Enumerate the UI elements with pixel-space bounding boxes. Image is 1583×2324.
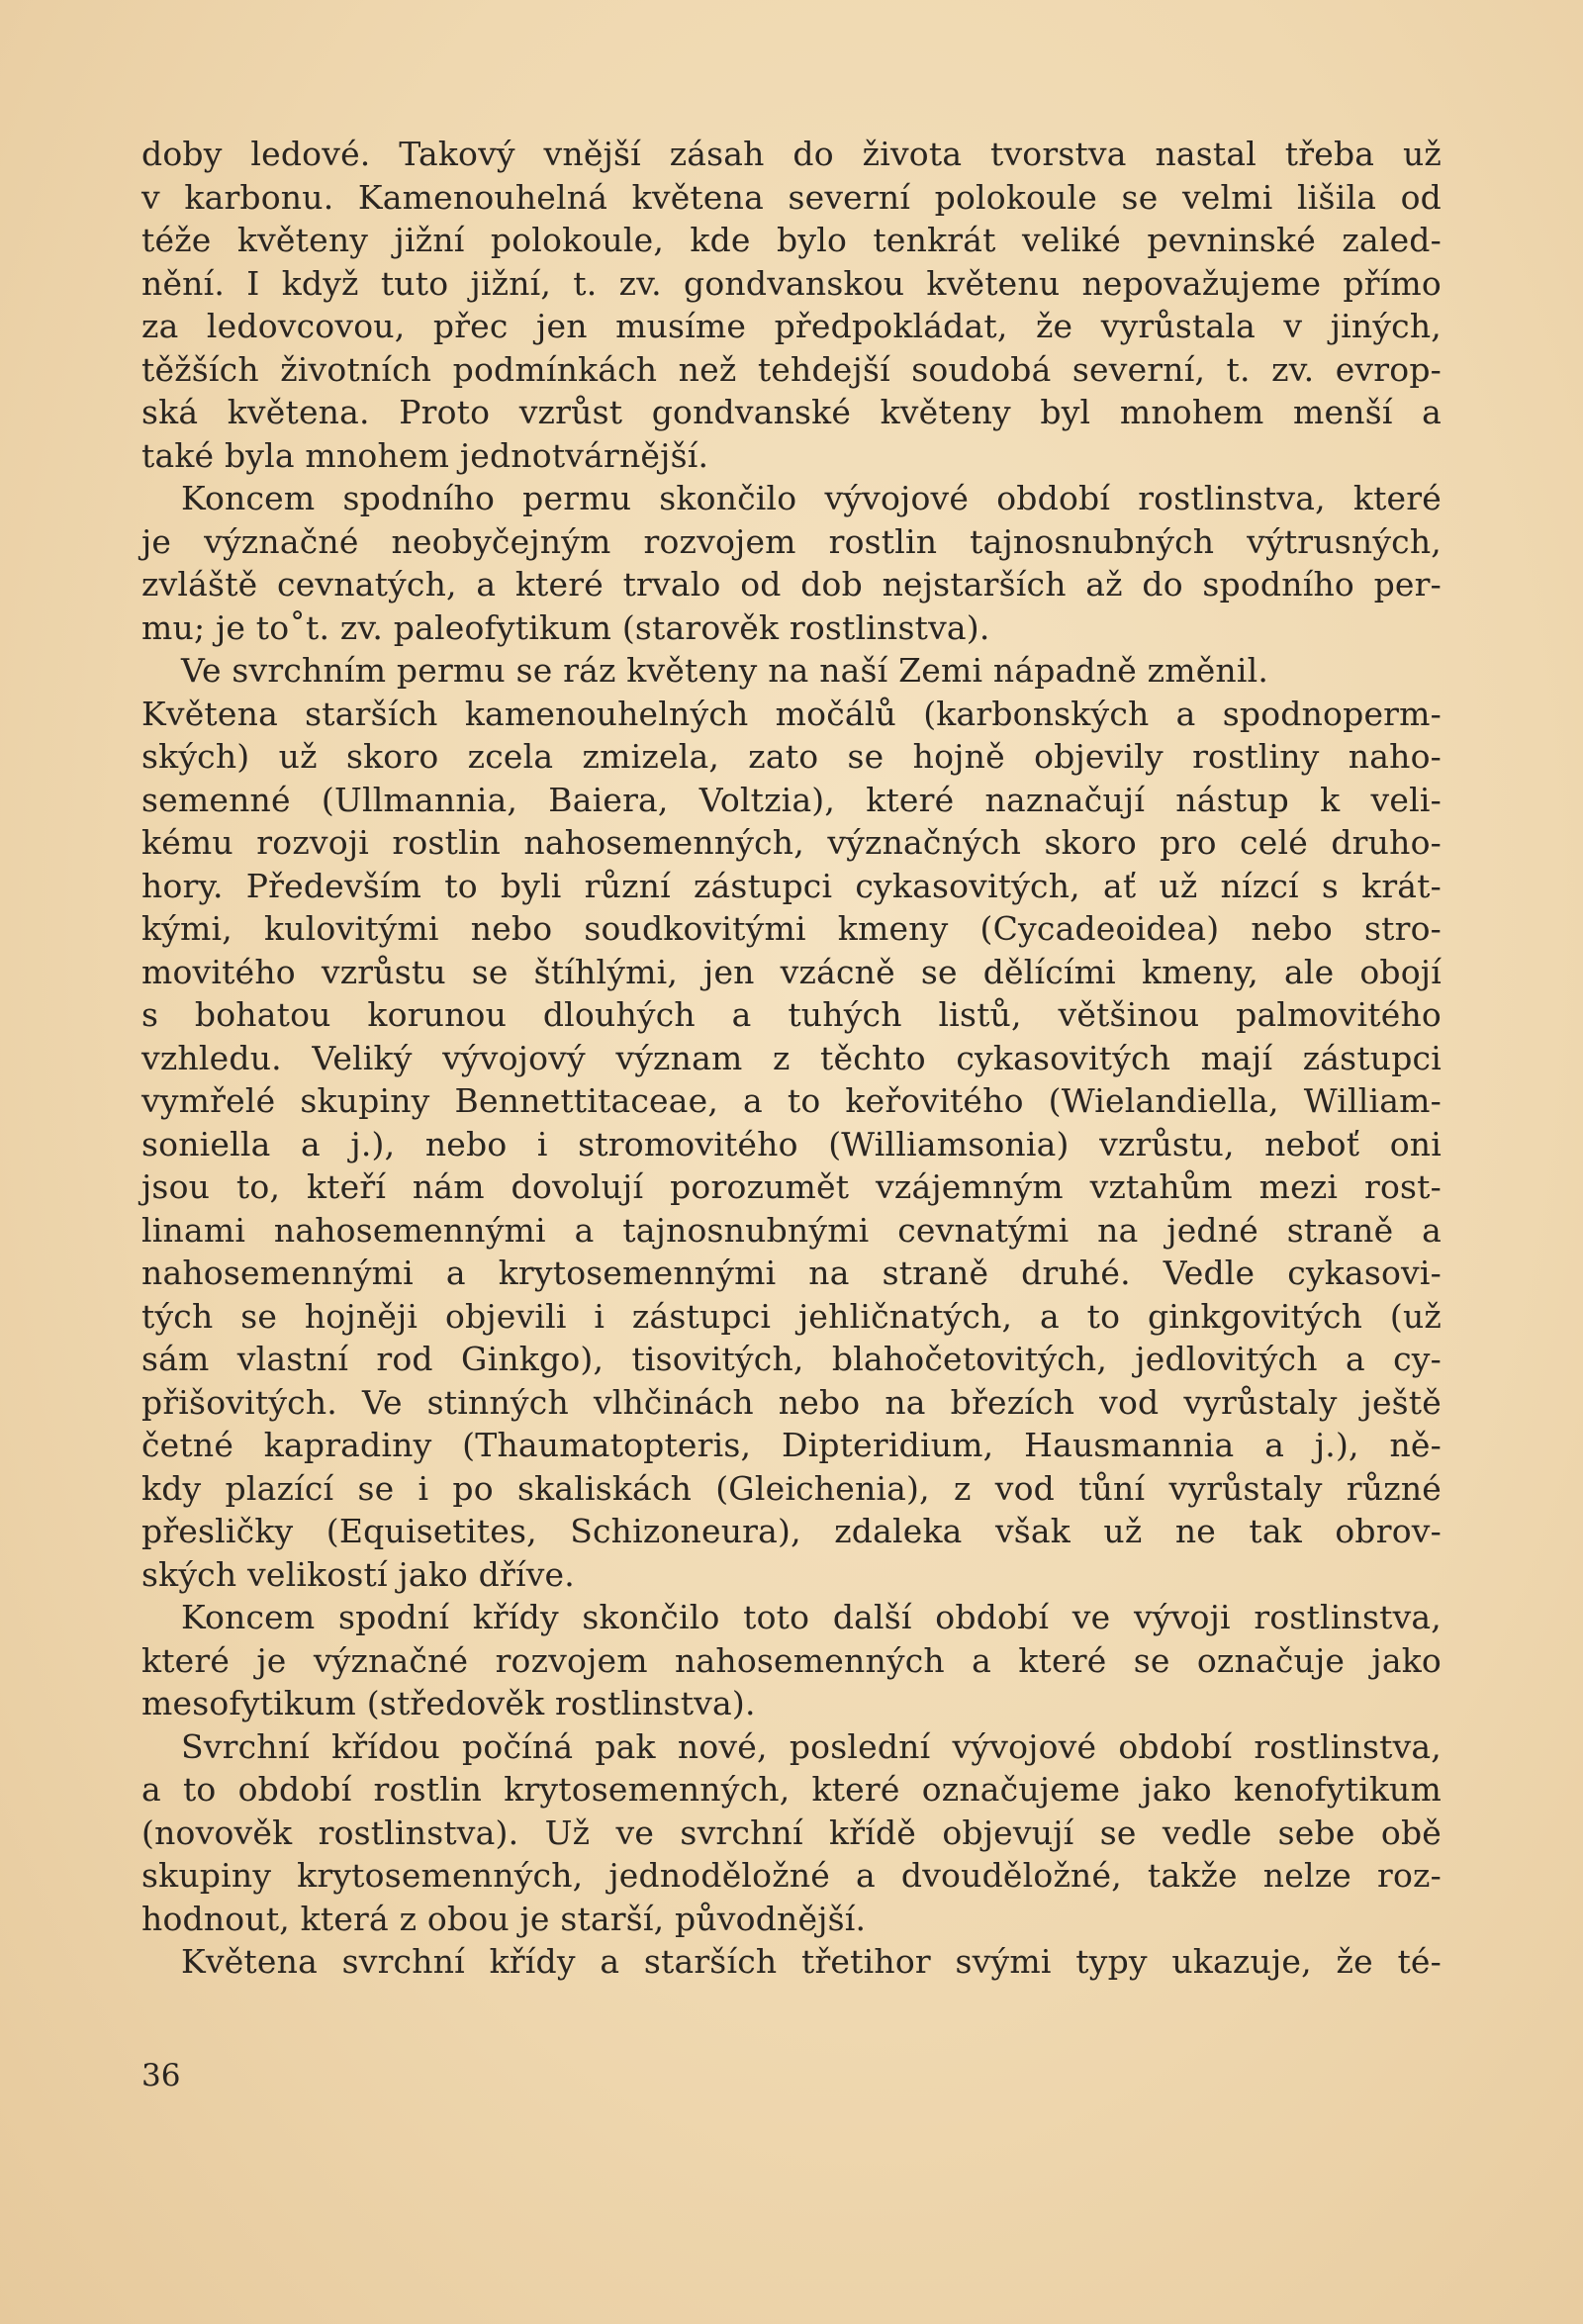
text-line: hory. Především to byli různí zástupci cykasovitých, ať už nízcí s krát- (141, 866, 1442, 905)
text-line: těžších životních podmínkách než tehdejší soudobá severní, t. zv. evrop- (141, 349, 1442, 389)
text-line: skupiny krytosemenných, jednoděložné a dvouděložné, takže nelze roz- (141, 1856, 1442, 1895)
text-line: vymřelé skupiny Bennettitaceae, a to keřovitého (Wielandiella, William- (141, 1081, 1442, 1120)
text-line: četné kapradiny (Thaumatopteris, Dipteridium, Hausmannia a j.), ně- (141, 1426, 1442, 1464)
text-line: s bohatou korunou dlouhých a tuhých listů, většinou palmovitého (141, 995, 1442, 1034)
text-line: Koncem spodní křídy skončilo toto další období ve vývoji rostlinstva, (181, 1598, 1442, 1636)
text-line: vzhledu. Veliký vývojový význam z těchto cykasovitých mají zástupci (141, 1038, 1442, 1077)
text-line: kdy plazící se i po skaliskách (Gleichenia), z vod tůní vyrůstaly různé (141, 1468, 1442, 1508)
text-line: kými, kulovitými nebo soudkovitými kmeny (Cycadeoidea) nebo stro- (141, 909, 1442, 948)
text-line: přesličky (Equisetites, Schizoneura), zdaleka však už ne tak obrov- (141, 1512, 1442, 1550)
text-line: mu; je to˚t. zv. paleofytikum (starověk rostlinstva). (141, 607, 990, 647)
text-line: téže květeny jižní polokoule, kde bylo tenkrát veliké pevninské zaled- (141, 221, 1442, 259)
text-line: Svrchní křídou počíná pak nové, poslední vývojové období rostlinstva, (181, 1726, 1442, 1766)
text-line: movitého vzrůstu se štíhlými, jen vzácně se dělícími kmeny, ale obojí (141, 952, 1442, 991)
text-line: jsou to, kteří nám dovolují porozumět vzájemným vztahům mezi rost- (141, 1167, 1442, 1206)
text-line: Květena starších kamenouhelných močálů (karbonských a spodnoperm- (141, 694, 1442, 733)
text-line: tých se hojněji objevili i zástupci jehličnatých, a to ginkgovitých (už (141, 1296, 1442, 1336)
text-line: linami nahosemennými a tajnosnubnými cevnatými na jedné straně a (141, 1210, 1442, 1250)
text-line: semenné (Ullmannia, Baiera, Voltzia), které naznačují nástup k veli- (141, 780, 1442, 819)
text-line: ských) už skoro zcela zmizela, zato se hojně objevily rostliny naho- (141, 737, 1442, 776)
text-line: soniella a j.), nebo i stromovitého (Williamsonia) vzrůstu, neboť oni (141, 1124, 1442, 1163)
text-line: přišovitých. Ve stinných vlhčinách nebo na březích vod vyrůstaly ještě (141, 1382, 1442, 1422)
text-line: a to období rostlin krytosemenných, které označujeme jako kenofytikum (141, 1770, 1442, 1809)
text-line: ská květena. Proto vzrůst gondvanské květeny byl mnohem menší a (141, 393, 1442, 431)
page-text-block (141, 133, 1442, 1984)
text-line: v karbonu. Kamenouhelná květena severní polokoule se velmi lišila od (141, 177, 1442, 217)
text-line: zvláště cevnatých, a které trvalo od dob nejstarších až do spodního per- (141, 565, 1442, 604)
page-number: 36 (141, 2058, 181, 2093)
text-line: ských velikostí jako dříve. (141, 1554, 575, 1594)
text-line: hodnout, která z obou je starší, původnější. (141, 1899, 867, 1938)
text-line: mesofytikum (středověk rostlinstva). (141, 1684, 756, 1722)
text-line: nění. I když tuto jižní, t. zv. gondvanskou květenu nepovažujeme přímo (141, 263, 1442, 303)
text-line: (novověk rostlinstva). Už ve svrchní křídě objevují se vedle sebe obě (141, 1813, 1442, 1852)
text-line: za ledovcovou, přec jen musíme předpokládat, že vyrůstala v jiných, (141, 307, 1442, 345)
text-line: kému rozvoji rostlin nahosemenných, význačných skoro pro celé druho- (141, 823, 1442, 862)
text-line: je význačné neobyčejným rozvojem rostlin tajnosnubných výtrusných, (141, 521, 1442, 561)
text-line: Květena svrchní křídy a starších třetihor svými typy ukazuje, že té- (181, 1942, 1442, 1981)
text-line: Ve svrchním permu se ráz květeny na naší Zemi nápadně změnil. (181, 651, 1269, 690)
text-line: doby ledové. Takový vnější zásah do života tvorstva nastal třeba už (141, 135, 1442, 173)
text-line: nahosemennými a krytosemennými na straně druhé. Vedle cykasovi- (141, 1254, 1442, 1292)
text-line: Koncem spodního permu skončilo vývojové období rostlinstva, které (181, 479, 1442, 517)
text-line: sám vlastní rod Ginkgo), tisovitých, blahočetovitých, jedlovitých a cy- (141, 1340, 1442, 1378)
text-line: které je význačné rozvojem nahosemenných a které se označuje jako (141, 1640, 1442, 1680)
text-line: také byla mnohem jednotvárnější. (141, 435, 709, 475)
